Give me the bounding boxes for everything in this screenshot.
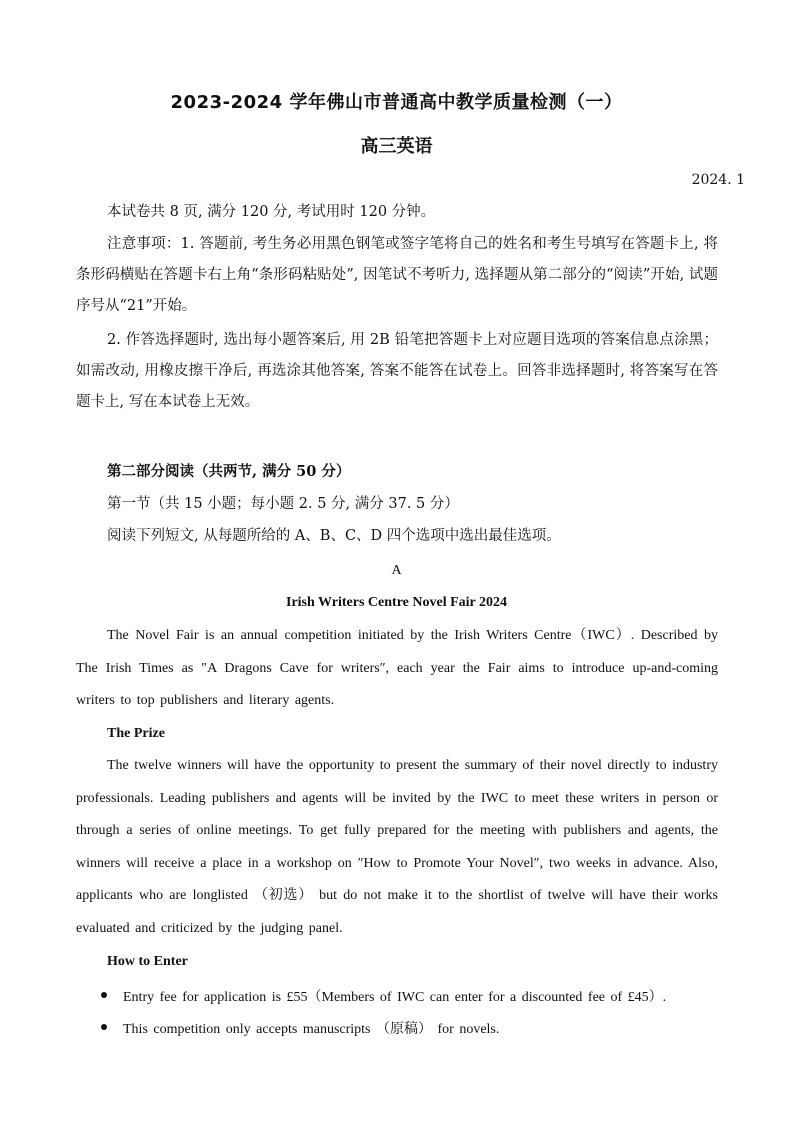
passage-label: A [391, 563, 402, 578]
bullet-icon [101, 1024, 107, 1030]
exam-date: 2024. 1 [691, 172, 745, 188]
part-title: 第二部分阅读（共两节, 满分 50 分） [107, 463, 351, 480]
passage-intro: The Novel Fair is an annual competition initiated by the Irish Writers Centre（IWC）. Described by The Irish Times as ″A Dragons Cave for writers″, each year the Fair aims to introduce up-and-coming writers to top publishers and literary agents. [76, 628, 718, 709]
bullet-icon [101, 992, 107, 998]
directions: 阅读下列短文, 从每题所给的 A、B、C、D 四个选项中选出最佳选项。 [107, 528, 561, 544]
prize-text: The twelve winners will have the opportunity to present the summary of their novel directly to industry professionals. Leading publishers and agents will be invited by the IWC to meet these writers in person or through a series of online meetings. To get fully prepared for the meeting with publishers and agents, the winners will receive a place in a workshop on ″How to Promote Your Novel″, two weeks in advance. Also, applicants who are longlisted （初选） but do not make it to the shortlist of twelve will have their works evaluated and criticized by the judging panel. [76, 758, 718, 936]
exam-info-line: 本试卷共 8 页, 满分 120 分, 考试用时 120 分钟。 [107, 204, 436, 220]
bullet-item: Entry fee for application is £55（Members of IWC can enter for a discounted fee of £45）. [123, 990, 667, 1005]
bullet-item: This competition only accepts manuscripts （原稿） for novels. [123, 1022, 500, 1037]
passage-title: Irish Writers Centre Novel Fair 2024 [286, 595, 507, 610]
exam-title: 2023-2024 学年佛山市普通高中教学质量检测（一） [170, 92, 623, 113]
exam-subject: 高三英语 [360, 136, 433, 157]
subsection-title: 第一节（共 15 小题；每小题 2. 5 分, 满分 37. 5 分） [107, 496, 459, 512]
enter-heading: How to Enter [107, 954, 188, 969]
prize-heading: The Prize [107, 726, 165, 741]
instruction-note-2: 2. 作答选择题时, 选出每小题答案后, 用 2B 铅笔把答题卡上对应题目选项的答案信息点涂黑；如需改动, 用橡皮擦干净后, 再选涂其他答案, 答案不能答在试卷上。回答非选择题时, 将答案写在答题卡上, 写在本试卷上无效。 [76, 332, 718, 410]
instruction-note-1: 注意事项：1. 答题前, 考生务必用黑色钢笔或签字笔将自己的姓名和考生号填写在答题卡上, 将条形码横贴在答题卡右上角“条形码粘贴处”, 因笔试不考听力, 选择题从第二部分的“阅读”开始, 试题序号从“21”开始。 [76, 236, 718, 314]
